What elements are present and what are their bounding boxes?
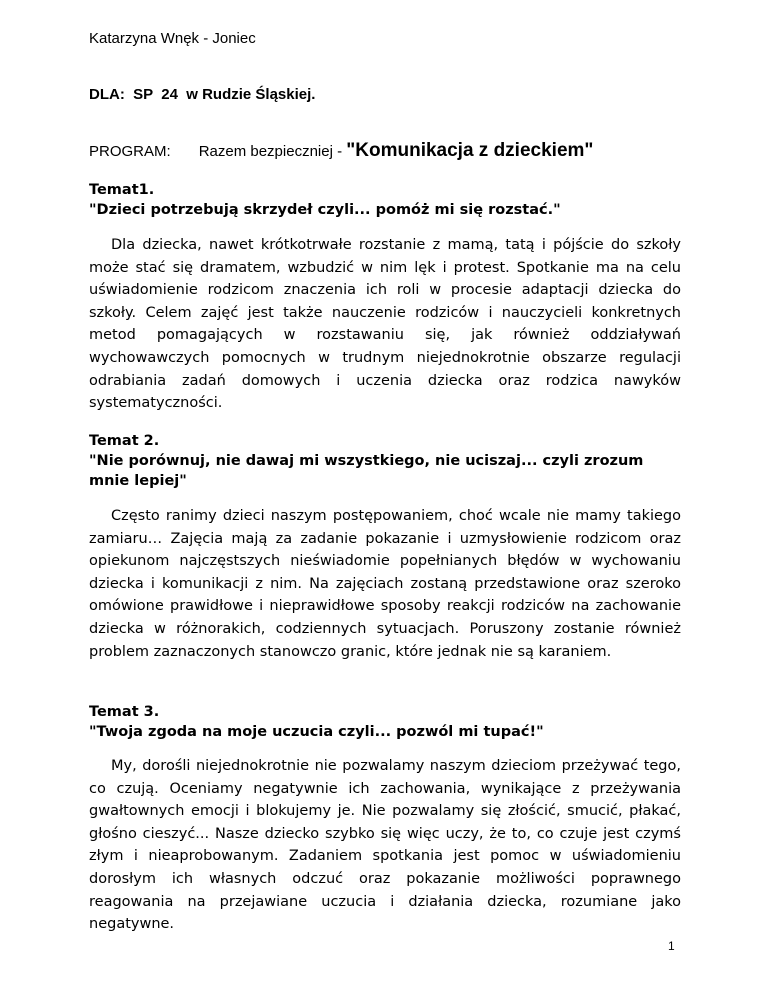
- program-label: PROGRAM:: [89, 143, 171, 160]
- topic-1-quote: "Dzieci potrzebują skrzydeł czyli... pomóż mi się rozstać.": [89, 202, 561, 218]
- topic-3-quote: "Twoja zgoda na moje uczucia czyli... pozwól mi tupać!": [89, 724, 544, 740]
- school-line: DLA: SP 24 w Rudzie Śląskiej.: [89, 86, 316, 103]
- topic-3-label: Temat 3.: [89, 704, 160, 720]
- topic-1-paragraph: Dla dziecka, nawet krótkotrwałe rozstanie z mamą, tatą i pójście do szkoły może stać się dramatem, wzbudzić w nim lęk i protest. Spotkanie ma na celu uświadomienie rodzicom znaczenia ich roli w procesie adaptacji dziecka do szkoły. Celem zajęć jest także nauczenie rodziców i nauczycieli konkretnych metod pomagających w rozstawaniu się, jak również oddziaływań wychowawczych pomocnych w trudnym niejednokrotnie obszarze regulacji odrabiania zadań domowych i uczenia dziecka oraz rodzica nawyków systematyczności.: [89, 237, 681, 412]
- topic-2-quote: "Nie porównuj, nie dawaj mi wszystkiego, nie uciszaj... czyli zrozum mnie lepiej": [89, 453, 644, 489]
- topic-1-label: Temat1.: [89, 182, 155, 198]
- topic-2-paragraph: Często ranimy dzieci naszym postępowaniem, choć wcale nie mamy takiego zamiaru… Zajęcia mają za zadanie pokazanie i uzmysłowienie rodzicom oraz opiekunom najczęstszych nieświadomie popełnianych błędów w wychowaniu dziecka i komunikacji z nim. Na zajęciach zostaną przedstawione oraz szeroko omówione prawidłowe i nieprawidłowe sposoby reakcji rodziców na zachowanie dziecka w różnorakich, codziennych sytuacjach. Poruszony zostanie również problem zaznaczonych stanowczo granic, które jednak nie są karaniem.: [89, 508, 681, 660]
- page-number: 1: [668, 939, 675, 953]
- author-name: Katarzyna Wnęk - Joniec: [89, 30, 256, 47]
- program-name: Razem bezpieczniej -: [198, 143, 347, 160]
- program-title: "Komunikacja z dzieckiem": [346, 140, 594, 161]
- topic-3-paragraph: My, dorośli niejednokrotnie nie pozwalamy naszym dzieciom przeżywać tego, co czują. Oceniamy negatywnie ich zachowania, wynikające z przeżywania gwałtownych emocji i blokujemy je. Nie pozwalamy się złościć, smucić, płakać, głośno cieszyć... Nasze dziecko szybko się więc uczy, że to, co czuje jest czymś złym i nieaprobowanym. Zadaniem spotkania jest pomoc w uświadomieniu dorosłym ich własnych odczuć oraz pokazanie możliwości poprawnego reagowania na przejawiane uczucia i działania dziecka, rozumiane jako negatywne.: [89, 758, 681, 933]
- topic-2-label: Temat 2.: [89, 433, 160, 449]
- program-line: [89, 140, 593, 162]
